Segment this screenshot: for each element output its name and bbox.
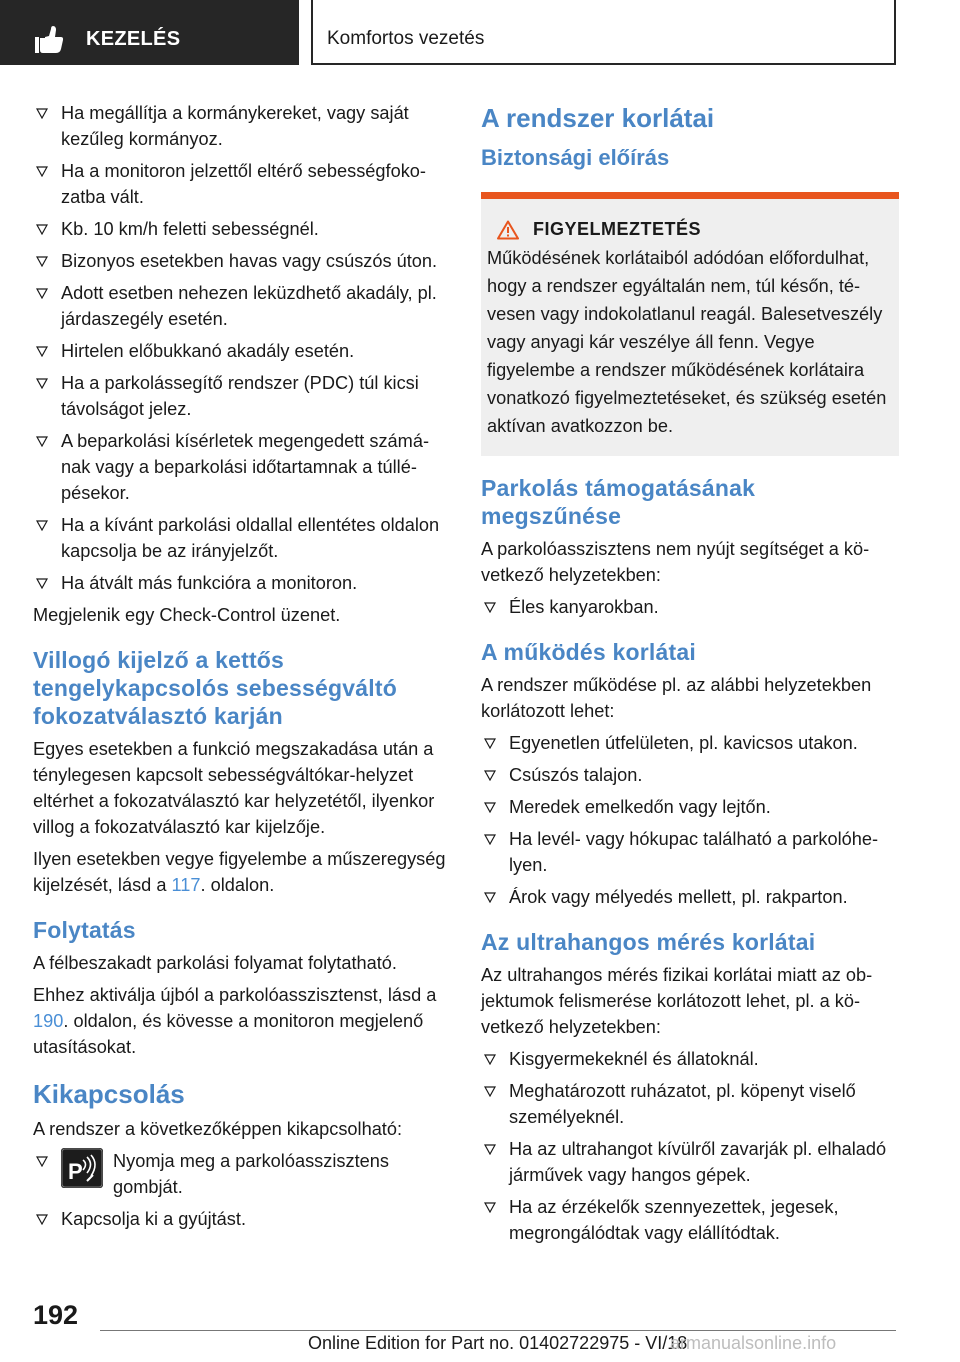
triangle-bullet-icon bbox=[484, 770, 496, 781]
heading-system-limits: A rendszer korlátai bbox=[481, 103, 715, 133]
triangle-bullet-icon bbox=[484, 802, 496, 813]
function-limits-text: A rendszer működése pl. az alábbi helyzetekben korlátozott lehet: bbox=[481, 675, 872, 721]
heading-function-limits: A működés korlátai bbox=[481, 639, 696, 665]
list-item: Egyenetlen útfelületen, pl. kavicsos utakon. bbox=[481, 730, 899, 756]
triangle-bullet-icon bbox=[36, 436, 48, 447]
triangle-bullet-icon bbox=[36, 578, 48, 589]
list-item: Kisgyermekeknél és állatoknál. bbox=[481, 1046, 899, 1072]
list-item: Ha a parkolássegítő rendszer (PDC) túl kicsi távolságot jelez. bbox=[33, 370, 451, 422]
switch-off-intro: A rendszer a következőképpen kikapcsolható: bbox=[33, 1119, 403, 1139]
page-link-117[interactable]: 117 bbox=[171, 875, 201, 895]
header-section-tab bbox=[0, 0, 299, 65]
edition-note: Online Edition for Part no. 01402722975 - VI/18 bbox=[308, 1333, 688, 1353]
page-number: 192 bbox=[33, 1300, 79, 1330]
list-item: Meghatározott ruházatot, pl. köpenyt viselő személyeknél. bbox=[481, 1078, 899, 1130]
triangle-bullet-icon bbox=[484, 1202, 496, 1213]
triangle-bullet-icon bbox=[484, 1054, 496, 1065]
triangle-bullet-icon bbox=[36, 108, 48, 119]
list-item: Ha megállítja a kormánykereket, vagy saját kezűleg kormányoz. bbox=[33, 100, 451, 152]
list-item: Meredek emelkedőn vagy lejtőn. bbox=[481, 794, 899, 820]
triangle-bullet-icon bbox=[36, 1156, 48, 1167]
check-control-message: Megjelenik egy Check-Control üzenet. bbox=[33, 605, 341, 625]
list-item: Ha az ultrahangot kívülről zavarják pl. elhaladó járművek vagy hangos gépek. bbox=[481, 1136, 899, 1188]
section-tag: KEZELÉS bbox=[86, 28, 181, 50]
list-item: Ha a kívánt parkolási oldallal ellentétes oldalon kapcsolja be az irányjelzőt. bbox=[33, 512, 451, 564]
list-item: Ha a monitoron jelzettől eltérő sebességfokozatba vált. bbox=[33, 158, 451, 210]
abort-conditions-list bbox=[33, 100, 451, 596]
chapter-title: Komfortos vezetés bbox=[327, 28, 485, 49]
function-limits-list bbox=[481, 730, 899, 910]
triangle-bullet-icon bbox=[36, 346, 48, 357]
triangle-bullet-icon bbox=[484, 1144, 496, 1155]
continuation-instructions: Ehhez aktiválja újból a parkolóasszisztenst, lásd a 190. oldalon, és kövesse a monitoron megjelenő utasításokat. bbox=[33, 985, 437, 1057]
list-item: A beparkolási kísérletek megengedett számának vagy a beparkolási időtartamnak a túllépésekor. bbox=[33, 428, 451, 506]
warning-box bbox=[481, 192, 899, 456]
footer-divider bbox=[100, 1330, 896, 1331]
watermark: armanualsonline.info bbox=[670, 1333, 837, 1353]
list-item: Ha levél- vagy hókupac található a parkolóhelyen. bbox=[481, 826, 899, 878]
flashing-indicator-text: Egyes esetekben a funkció megszakadása után a ténylegesen kapcsolt sebességváltókar-helyzet eltérhet a fokozatválasztó kar helyzetétől, ilyenkor villog a fokozatválasztó kar kijelzője. bbox=[33, 739, 435, 837]
parking-assistant-button-icon bbox=[61, 1148, 103, 1188]
parking-support-end-text: A parkolóasszisztens nem nyújt segítséget a következő helyzetekben: bbox=[481, 539, 870, 585]
triangle-bullet-icon bbox=[484, 834, 496, 845]
left-column bbox=[33, 100, 451, 1238]
heading-safety-notice: Biztonsági előírás bbox=[481, 145, 670, 170]
heading-continuation: Folytatás bbox=[33, 917, 136, 943]
warning-heading: FIGYELMEZTETÉS bbox=[487, 219, 893, 240]
warning-text: Működésének korlátaiból adódóan előfordulhat, hogy a rendszer egyáltalán nem, túl későn, tévesen vagy indokolatlanul reagál. Balesetveszély vagy anyagi kár veszélye áll fenn. Vegye figyelembe a rendszer működésének korlátaira vonatkozó figyelmeztetéseket, és szükség esetén aktívan avatkozzon be. bbox=[487, 248, 887, 436]
triangle-bullet-icon bbox=[36, 224, 48, 235]
continuation-text: A félbeszakadt parkolási folyamat folytatható. bbox=[33, 953, 397, 973]
list-item: Adott esetben nehezen leküzdhető akadály, pl. járdaszegély esetén. bbox=[33, 280, 451, 332]
page-link-190[interactable]: 190 bbox=[33, 1011, 64, 1031]
warning-triangle-icon bbox=[497, 220, 519, 240]
heading-switch-off: Kikapcsolás bbox=[33, 1079, 185, 1109]
list-item: Éles kanyarokban. bbox=[481, 594, 899, 620]
list-item: Hirtelen előbukkanó akadály esetén. bbox=[33, 338, 451, 364]
triangle-bullet-icon bbox=[36, 256, 48, 267]
svg-text:P: P bbox=[68, 1159, 83, 1184]
list-item: Kb. 10 km/h feletti sebességnél. bbox=[33, 216, 451, 242]
ultrasonic-limits-text: Az ultrahangos mérés fizikai korlátai miatt az objektumok felismerése korlátozott lehet, pl. a következő helyzetekben: bbox=[481, 965, 873, 1037]
list-item: Ha az érzékelők szennyezettek, jegesek, megrongálódtak vagy elállítódtak. bbox=[481, 1194, 899, 1246]
list-item: Csúszós talajon. bbox=[481, 762, 899, 788]
parking-support-list bbox=[481, 594, 899, 620]
triangle-bullet-icon bbox=[36, 1214, 48, 1225]
right-column bbox=[481, 100, 899, 1252]
triangle-bullet-icon bbox=[36, 520, 48, 531]
triangle-bullet-icon bbox=[36, 166, 48, 177]
ultrasonic-limits-list bbox=[481, 1046, 899, 1246]
triangle-bullet-icon bbox=[484, 738, 496, 749]
list-item: Árok vagy mélyedés mellett, pl. rakparton. bbox=[481, 884, 899, 910]
heading-flashing-indicator: Villogó kijelző a kettős tengelykapcsolós sebességváltó fokozatválasztó karján bbox=[33, 647, 397, 729]
triangle-bullet-icon bbox=[484, 602, 496, 613]
hand-icon bbox=[34, 24, 66, 54]
heading-parking-support-end: Parkolás támogatásának megszűnése bbox=[481, 475, 756, 529]
heading-ultrasonic-limits: Az ultrahangos mérés korlátai bbox=[481, 929, 816, 955]
header-chapter bbox=[311, 0, 896, 65]
list-item: Ha átvált más funkcióra a monitoron. bbox=[33, 570, 451, 596]
list-item: Bizonyos esetekben havas vagy csúszós úton. bbox=[33, 248, 451, 274]
triangle-bullet-icon bbox=[484, 892, 496, 903]
switch-off-list bbox=[33, 1148, 451, 1232]
instrument-cluster-text: Ilyen esetekben vegye figyelembe a műszeregység kijelzését, lásd a 117. oldalon. bbox=[33, 849, 446, 895]
triangle-bullet-icon bbox=[36, 288, 48, 299]
triangle-bullet-icon bbox=[484, 1086, 496, 1097]
list-item: P Nyomja meg a parkolóasszisztens gombját. bbox=[33, 1148, 451, 1200]
triangle-bullet-icon bbox=[36, 378, 48, 389]
list-item: Kapcsolja ki a gyújtást. bbox=[33, 1206, 451, 1232]
